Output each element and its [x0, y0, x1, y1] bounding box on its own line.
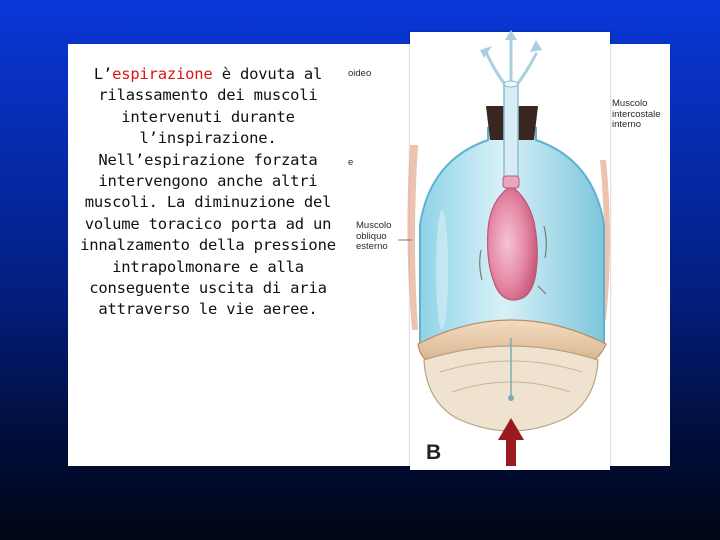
- highlight-word: espirazione: [112, 65, 213, 83]
- jar-highlight: [436, 210, 448, 330]
- label-line: Muscolo: [612, 98, 648, 109]
- label-line: intercostale: [612, 108, 661, 120]
- glass-tube: [504, 84, 518, 184]
- paragraph-2: Nell’espirazione forzata intervengono anche altri muscoli. La diminuzione del volume toracico porta ad un innalzamento della pressione intrapolmonare e alla conseguente uscita di aria attraverso le vie aeree.: [80, 150, 336, 319]
- label-line: Muscolo: [356, 220, 392, 231]
- label-line: esterno: [356, 241, 388, 252]
- label-top-partial: oideo: [348, 68, 372, 79]
- label-line: obliquo: [356, 230, 387, 242]
- balloon-neck-tie: [503, 176, 519, 188]
- muscle-sliver-left: [407, 145, 418, 330]
- paragraph-1-rest: è dovuta al rilassamento dei muscoli intervenuti durante l’inspirazione.: [98, 65, 323, 148]
- text-prefix: L’: [93, 65, 113, 83]
- label-line: interno: [612, 119, 642, 130]
- panel-letter: B: [426, 441, 442, 464]
- airflow-arrows-icon: [486, 38, 536, 86]
- label-fragment: e: [348, 157, 354, 168]
